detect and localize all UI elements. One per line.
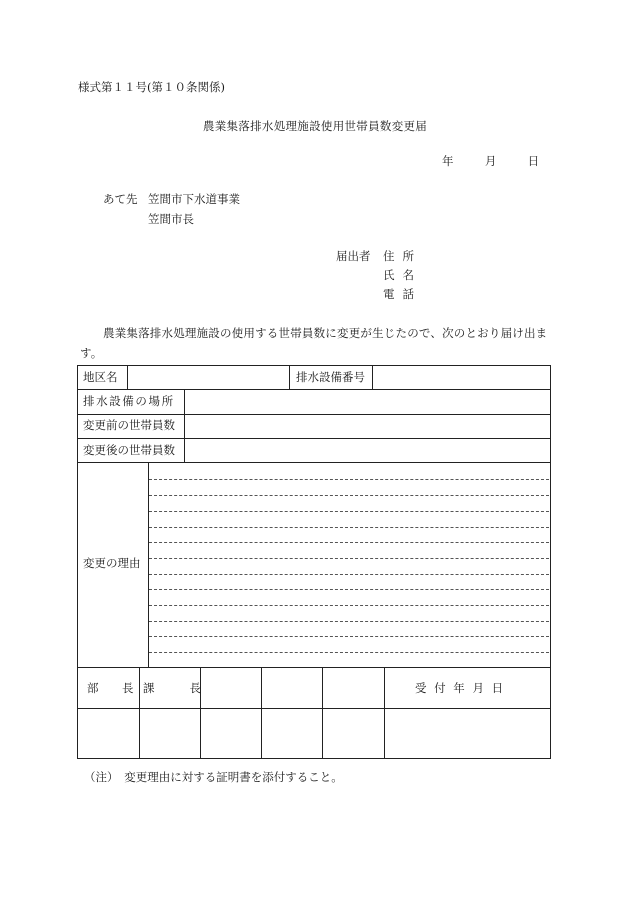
date-month-label: 月 — [484, 154, 497, 168]
writing-line — [149, 636, 549, 637]
writing-line — [149, 479, 549, 480]
table-line — [77, 758, 551, 759]
applicant-label: 届出者 — [336, 249, 371, 263]
equipment-number-label: 排水設備番号 — [296, 370, 365, 384]
body-text: 農業集落排水処理施設の使用する世帯員数に変更が生じたので、次のとおり届け出ます。 — [80, 326, 548, 360]
table-line — [261, 667, 262, 759]
reason-label: 変更の理由 — [83, 556, 141, 570]
household-after-label: 変更後の世帯員数 — [83, 443, 175, 457]
applicant-name-label: 氏名 — [383, 268, 422, 282]
table-line — [322, 667, 323, 759]
date-line — [442, 156, 539, 168]
form-title: 農業集落排水処理施設使用世帯員数変更届 — [202, 119, 428, 133]
writing-line — [149, 574, 549, 575]
writing-line — [149, 558, 549, 559]
applicant-phone-label: 電話 — [383, 287, 422, 301]
table-line — [77, 708, 551, 709]
received-date-label: 受 付 年 月 日 — [415, 681, 506, 695]
district-label: 地区名 — [83, 370, 118, 384]
addressee-label: あて先 — [103, 192, 138, 206]
table-line — [77, 438, 551, 439]
date-year-label: 年 — [442, 154, 454, 168]
table-line — [384, 667, 385, 759]
addressee-line-2: 笠間市長 — [148, 212, 194, 226]
form-table — [77, 365, 551, 759]
table-line — [148, 462, 149, 668]
writing-line — [149, 589, 549, 590]
form-number: 様式第１１号(第１０条関係) — [78, 80, 225, 94]
addressee-line-1: 笠間市下水道事業 — [148, 192, 240, 206]
writing-line — [149, 605, 549, 606]
department-head-label: 部 長 — [87, 681, 140, 695]
table-line — [550, 365, 551, 759]
table-line — [127, 365, 128, 390]
writing-line — [149, 652, 549, 653]
writing-line — [149, 495, 549, 496]
table-line — [77, 414, 551, 415]
table-line — [77, 365, 78, 759]
table-line — [77, 389, 551, 390]
section-head-label: 課 長 — [143, 681, 205, 695]
table-line — [184, 389, 185, 463]
writing-line — [149, 621, 549, 622]
household-before-label: 変更前の世帯員数 — [83, 418, 175, 432]
applicant-address-label: 住所 — [383, 249, 422, 263]
writing-line — [149, 511, 549, 512]
equipment-location-label: 排水設備の場所 — [83, 394, 175, 408]
writing-line — [149, 527, 549, 528]
writing-line — [149, 542, 549, 543]
table-line — [289, 365, 290, 390]
date-day-label: 日 — [527, 154, 540, 168]
table-line — [372, 365, 373, 390]
footnote: （注） 変更理由に対する証明書を添付すること。 — [84, 770, 343, 784]
table-line — [77, 365, 551, 366]
